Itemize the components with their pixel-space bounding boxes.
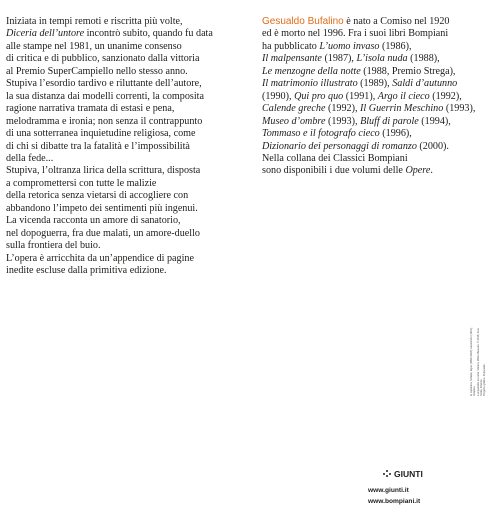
bio-line [262, 66, 494, 78]
body-text: (1992), [429, 90, 462, 102]
body-text: melodramma e ironia; non senza il contrappunto [6, 115, 203, 127]
body-text: L’opera è arricchita da un’appendice di pagine [6, 252, 194, 264]
bio-line [262, 28, 494, 40]
body-text: sulla frontiera del buio. [6, 240, 101, 252]
body-text: inedite escluse dalla primitiva edizione. [6, 265, 167, 277]
body-text: (1993), [443, 103, 476, 115]
synopsis-line [6, 116, 243, 128]
body-text: a compromettersi con tutte le malizie [6, 177, 157, 189]
title-text: Opere [405, 165, 431, 177]
body-text: (2000). [416, 140, 449, 152]
publisher-name: GIUNTI [394, 469, 423, 479]
title-text: Il malpensante [262, 53, 322, 65]
body-text: ha pubblicato [262, 40, 320, 52]
title-text: Saldi d’autunno [392, 78, 458, 90]
bio-line [262, 103, 494, 115]
synopsis-line [6, 203, 243, 215]
synopsis-line [6, 178, 243, 190]
title-text: Dizionario dei personaggi di romanzo [262, 140, 417, 152]
body-text: (1986), [379, 40, 412, 52]
synopsis-line [6, 41, 243, 53]
website-giunti-link[interactable]: www.giunti.it [368, 487, 409, 494]
body-text: di una sotterranea inquietudine religiosa, come [6, 128, 196, 140]
title-text: Qui pro quo [294, 90, 344, 102]
body-text: Nella collana dei Classici Bompiani [262, 152, 408, 164]
bio-line [262, 16, 494, 28]
back-cover-synopsis [6, 16, 243, 278]
bio-line [262, 78, 494, 90]
publisher-websites [368, 486, 420, 507]
credit-line: In copertina: Schiele, Egon (1890-1918): Autoritratto (1911), tempera [470, 327, 477, 396]
credit-line: e acquerello su carta. Vienna, Wien Museum. © 2016. Foto Scala, Firenze [476, 327, 483, 396]
title-text: L’isola nuda [356, 53, 408, 65]
bio-line [262, 141, 494, 153]
body-text: di critica e di pubblico, sanzionato dalla vittoria [6, 53, 200, 65]
bio-line [262, 41, 494, 53]
body-text: abbandono l’impeto dei sentimenti più ingenui. [6, 202, 198, 214]
body-text: incontrò subito, quando fu data [84, 28, 213, 40]
body-text: Stupiva l’esordio tardivo e riluttante dell’autore, [6, 78, 202, 90]
synopsis-line [6, 66, 243, 78]
title-text: Il Guerrin Meschino [360, 103, 444, 115]
body-text: . [430, 165, 433, 177]
synopsis-line [6, 165, 243, 177]
title-text: Il matrimonio illustrato [262, 78, 358, 90]
title-text: L’uomo invaso [319, 40, 380, 52]
body-text: (1988), [407, 53, 440, 65]
bio-line [262, 116, 494, 128]
body-text: (1992), [325, 103, 361, 115]
publisher-logo [383, 469, 423, 479]
synopsis-line [6, 215, 243, 227]
title-text: Tommaso e il fotografo cieco [262, 128, 380, 140]
synopsis-line [6, 190, 243, 202]
body-text: al Premio SuperCampiello nello stesso anno. [6, 65, 188, 77]
body-text: della fede... [6, 152, 54, 164]
author-biography [262, 16, 494, 178]
title-text: Le menzogne della notte [262, 65, 361, 77]
synopsis-line [6, 265, 243, 277]
body-text: (1996), [379, 128, 412, 140]
body-text: sono disponibili i due volumi delle [262, 165, 406, 177]
body-text: La vicenda racconta un amore di sanatorio, [6, 215, 181, 227]
body-text: di chi si dibatte tra la fatalità e l’impossibilità [6, 140, 190, 152]
title-text: Bluff di parole [360, 115, 419, 127]
body-text: la sua distanza dai modelli correnti, la composita [6, 90, 204, 102]
body-text: Stupiva, l’oltranza lirica della scrittura, disposta [6, 165, 201, 177]
body-text: (1988, Premio Strega), [360, 65, 456, 77]
synopsis-line [6, 28, 243, 40]
synopsis-line [6, 153, 243, 165]
synopsis-line [6, 228, 243, 240]
bio-line [262, 128, 494, 140]
title-text: Diceria dell’untore [6, 28, 85, 40]
synopsis-line [6, 141, 243, 153]
website-bompiani-link[interactable]: www.bompiani.it [368, 497, 421, 505]
body-text: alle stampe nel 1981, un unanime consenso [6, 40, 182, 52]
body-text: Iniziata in tempi remoti e riscritta più volte, [6, 16, 183, 27]
bio-line [262, 153, 494, 165]
body-text: ed è morto nel 1996. Fra i suoi libri Bompiani [262, 28, 449, 40]
bio-line [262, 91, 494, 103]
cover-credits [470, 324, 498, 396]
title-text: Argo il cieco [377, 90, 430, 102]
synopsis-line [6, 103, 243, 115]
synopsis-line [6, 240, 243, 252]
author-name: Gesualdo Bufalino [262, 16, 344, 27]
body-text: (1994), [418, 115, 451, 127]
body-text: (1991), [343, 90, 378, 102]
synopsis-line [6, 253, 243, 265]
synopsis-line [6, 78, 243, 90]
body-text: ragione narrativa tramata di estasi e pena, [6, 103, 175, 115]
synopsis-line [6, 128, 243, 140]
body-text: (1989), [357, 78, 393, 90]
bio-line [262, 165, 494, 177]
synopsis-line [6, 53, 243, 65]
body-text: (1990), [262, 90, 295, 102]
title-text: Museo d’ombre [262, 115, 326, 127]
synopsis-line [6, 16, 243, 28]
credit-line: Progetto grafico: Polystudio. [483, 363, 487, 396]
body-text: nel dopoguerra, fra due malati, un amore-duello [6, 227, 200, 239]
body-text: (1987), [321, 53, 357, 65]
synopsis-line [6, 91, 243, 103]
title-text: Calende greche [262, 103, 326, 115]
body-text: è nato a Comiso nel 1920 [343, 16, 450, 27]
publisher-mark-icon [383, 470, 392, 478]
bio-line [262, 53, 494, 65]
body-text: (1993), [325, 115, 361, 127]
body-text: della retorica senza vietarsi di accogliere con [6, 190, 189, 202]
